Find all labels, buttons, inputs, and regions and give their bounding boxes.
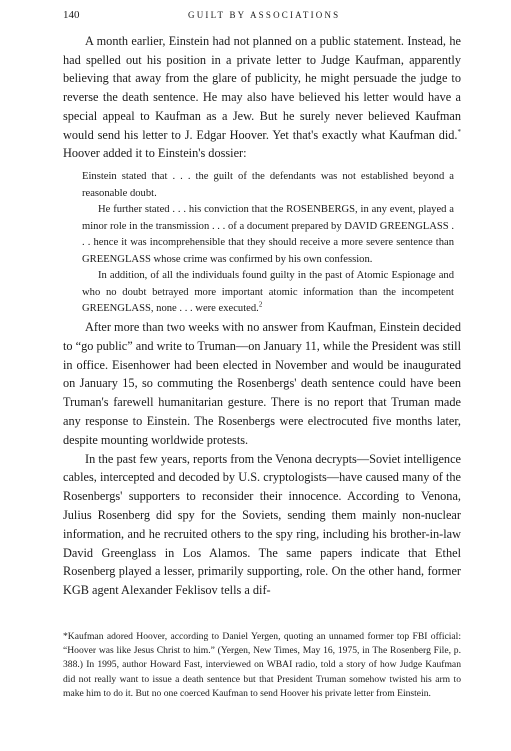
quote-paragraph-2: He further stated . . . his conviction that the ROSENBERGS, in any event, played a minor role in the transmission . . . of a document prepared by DAVID GREENGLASS . . . hence it was incomprehensible that they should receive a more severe sentence than GREENGLASS whose crime was confirmed by his own confession. [82, 204, 454, 265]
running-head: GUILT BY ASSOCIATIONS [188, 10, 341, 20]
footnote-marker: * [457, 127, 461, 136]
page-number: 140 [63, 9, 80, 21]
paragraph-1 [63, 32, 461, 163]
quote-paragraph-3 [82, 268, 454, 318]
block-quote [82, 169, 454, 318]
body-text-continued [63, 318, 461, 600]
paragraph-2: After more than two weeks with no answer from Kaufman, Einstein decided to “go public” and write to Truman—on January 11, while the President was still in office. Eisenhower had been elected in November and would be inaugurated on January 15, so commuting the Rosenbergs' death sentence could have been Truman's farewell humanitarian gesture. There is no report that Truman made any response to Einstein. The Rosenbergs were electrocuted five months later, despite mounting worldwide protests. [63, 320, 461, 447]
footnote [63, 630, 461, 701]
quote-paragraph-3-text: In addition, of all the individuals found guilty in the past of Atomic Espionage and who no doubt betrayed more important atomic information than the incompetent GREENGLASS, none . . . were executed. [82, 270, 454, 314]
endnote-marker: 2 [258, 300, 263, 309]
page-header [0, 9, 511, 23]
paragraph-1-text: A month earlier, Einstein had not planned on a public statement. Instead, he had spelled out his position in a private letter to Judge Kaufman, apparently believing that away from the glare of publicity, he might persuade the judge to reverse the death sentence. He may also have believed his letter would have a special appeal to Kaufman as a Jew. But he surely never believed Kaufman would send his letter to J. Edgar Hoover. Yet that's exactly what Kaufman did. [63, 34, 461, 142]
footnote-text: *Kaufman adored Hoover, according to Daniel Yergen, quoting an unnamed former top FBI official: “Hoover was like Jesus Christ to him.” (Yergen, New Times, May 16, 1975, in The Rosenberg File, p. 388.) In 1995, author Howard Fast, interviewed on WBAI radio, told a story of how Judge Kaufman did not really want to issue a death sentence but that President Truman somehow twisted his arm to make him to do it. But no one coerced Kaufman to send Hoover his private letter from Einstein. [63, 631, 461, 699]
quote-paragraph-1: Einstein stated that . . . the guilt of the defendants was not established beyond a reasonable doubt. [82, 171, 454, 199]
body-text [63, 32, 461, 163]
paragraph-3: In the past few years, reports from the Venona decrypts—Soviet intelligence cables, intercepted and decoded by U.S. cryptologists—have caused many of the Rosenbergs' supporters to reconsider their innocence. According to Venona, Julius Rosenberg did spy for the Soviets, sending them mainly non-nuclear information, and he recruited others to the spy ring, including his brother-in-law David Greenglass in Los Alamos. The same papers indicate that Ethel Rosenberg played a lesser, primarily supporting, role. On the other hand, former KGB agent Alexander Feklisov tells a dif- [63, 451, 461, 598]
paragraph-1-end: Hoover added it to Einstein's dossier: [63, 146, 247, 161]
